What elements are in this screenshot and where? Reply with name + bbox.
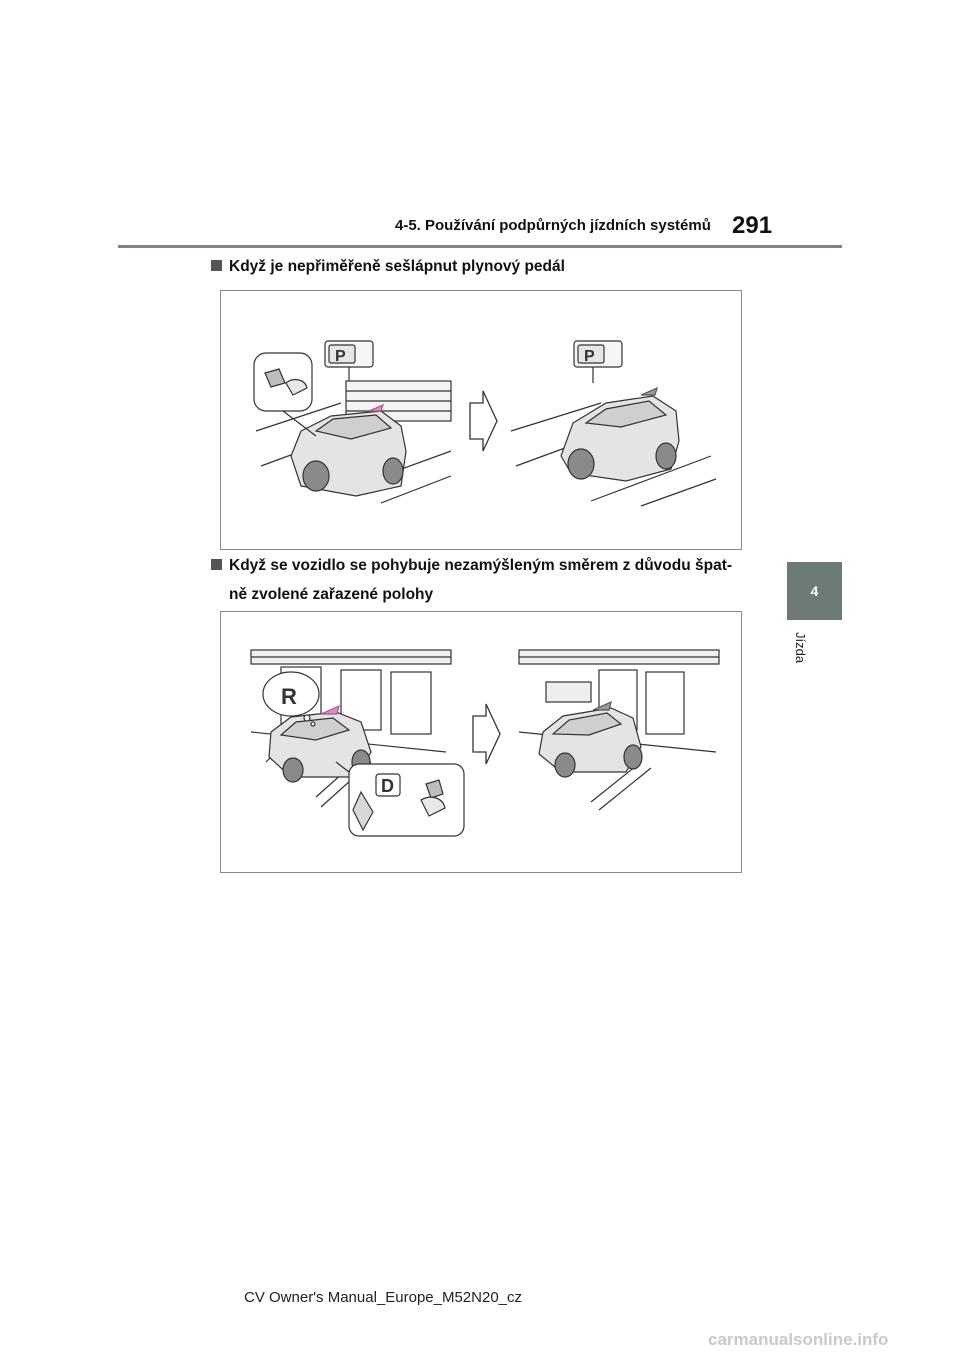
figure-wrong-gear <box>220 611 742 873</box>
header-rule <box>118 245 842 248</box>
section-heading-2 <box>211 551 732 609</box>
section-heading-1-text: Když je nepřiměřeně sešlápnut plynový pedál <box>229 258 565 275</box>
section-heading-2-line1 <box>211 551 732 580</box>
sign-left-letter: P <box>335 348 346 365</box>
watermark: carmanualsonline.info <box>708 1330 889 1349</box>
bullet-icon <box>211 559 222 570</box>
section-heading-2-line1-text: Když se vozidlo se pohybuje nezamýšleným směrem z důvodu špat- <box>229 557 733 574</box>
section-heading-1 <box>211 252 565 281</box>
selected-gear-letter: D <box>381 776 394 796</box>
page-number: 291 <box>732 212 773 239</box>
chapter-tab <box>787 562 842 620</box>
section-heading-2-line2: ně zvolené zařazené polohy <box>229 586 434 603</box>
bubble-gear-letter: R <box>281 684 297 709</box>
header-section-title: 4-5. Používání podpůrných jízdních systémů <box>395 217 711 234</box>
figure-accelerator-pedal <box>220 290 742 550</box>
chapter-label: Jízda <box>793 632 808 664</box>
footer-text: CV Owner's Manual_Europe_M52N20_cz <box>244 1289 523 1306</box>
figure-accelerator-pedal-illustration <box>221 291 741 549</box>
chapter-number: 4 <box>810 583 819 599</box>
figure-wrong-gear-illustration <box>221 612 741 872</box>
sign-right-letter: P <box>584 348 595 365</box>
bullet-icon <box>211 260 222 271</box>
